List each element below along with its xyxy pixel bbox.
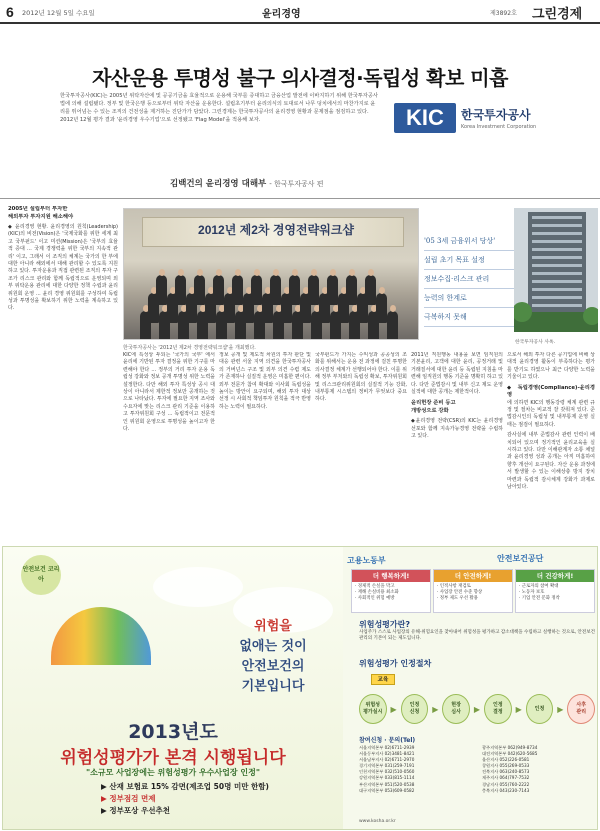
kic-logo-text (461, 106, 536, 130)
workshop-banner-text: 2012년 제2차 경영전략워크샵 (198, 223, 354, 237)
person-head (273, 269, 279, 276)
umbrella-icon (51, 607, 151, 665)
column-3-body: 정보 공개 및 제도적 차원의 투자 판단 및 대응 관련 서울 지역 의견을 한국투자공사의 거버넌스 구조 및 외부 의견 수렴 제도가 존재하나 실질적 운영은 미흡한 편이다. 외부 전문가 참여 확대와 이사회 독립성을 높이는 방안이 요구되며, 해외 투자 대상 선정 시 사회적 책임투자 원칙을 적극 반영하는 노력이 필요하다. (219, 352, 311, 410)
arrow-right-icon: ▶ (432, 704, 439, 714)
ad-benefit-list (101, 781, 269, 817)
page-number: 6 (6, 4, 14, 20)
flow-step-3: 현장 심사 (442, 694, 470, 724)
person-figure (289, 275, 300, 305)
contact-item: 서울남부지사 02)6711-2970 (359, 757, 415, 763)
column-1-subhead-1: 2005년 설립부터 투자한 (8, 206, 68, 212)
article-column-4 (315, 352, 407, 540)
person-figure (213, 275, 224, 305)
contact-item: 전북지사 063)240-8573 (482, 769, 530, 775)
contact-item: 충북지사 043)230-7143 (482, 787, 530, 793)
person-head (197, 269, 203, 276)
flow-step-2: 인정 신청 (401, 694, 429, 724)
ad-benefit-2: ▶ 정부점검 면제 (101, 794, 156, 803)
person-figure (270, 275, 281, 305)
ad-year: 2013년도 (128, 721, 218, 743)
kic-name-ko: 한국투자공사 (461, 108, 531, 122)
ad-box-safe (433, 569, 513, 613)
article-byline (170, 177, 324, 189)
ad-box-healthy-title: 더 건강하게! (516, 570, 594, 582)
person-figure (308, 275, 319, 305)
ad-box-safe-body: · 인적사항 재검토 · 사업장 안전 수준 향상 · 정부 제도 우선 활용 (437, 584, 483, 601)
ad-left-panel (3, 547, 343, 830)
section-divider (0, 198, 600, 199)
arrow-right-icon: ▶ (473, 704, 481, 714)
person-figure (387, 311, 398, 340)
ad-slogan-1: 위험을 (254, 619, 292, 634)
ad-box-happy-body: · 경제적 손실을 막고 · 재해 손실비용 최소화 · 사회적인 위험 예방 (355, 584, 399, 601)
person-head (379, 287, 385, 294)
person-head (159, 269, 165, 276)
pull-quote-line-4: 능력의 한계로 (424, 289, 514, 308)
ad-benefit-1: ▶ 산재 보험료 15% 감면(제조업 50명 미만 한함) (101, 782, 269, 791)
column-7-body: 감사실에 내부 준법감사 관련 인력이 배치되어 있으며 정기적인 윤리교육을 실시하고 있다. 다만 이해관계자 소통 채널과 윤리경영 성과 공개는 아직 미흡하여 향후 개선이 요구된다. 자산 운용 과정에서 발생할 수 있는 이해상충 방지 장치 마련과 독립적 감시체계 강화가 과제로 남아있다. (507, 432, 595, 491)
person-figure (156, 275, 167, 305)
section-title: 윤리경영 (262, 9, 301, 20)
ad-box-healthy-body: · 근로자의 참여 확대 · 노동자 보호 · 기업 안전 문화 정착 (519, 584, 560, 601)
article-column-2 (123, 352, 215, 540)
column-1-subhead-2: 해외투자 투자지원 해소해야 (8, 213, 74, 220)
contact-item: 울산지사 052)226-0581 (482, 757, 530, 763)
person-head (390, 305, 396, 312)
column-1-body: ◆ 윤리경영 현황. 윤리경영의 원칙(Leadership)(KIC)의 비전(Vision)은 '국제국화를 위한 세계 최고 국부펀드' 이고 미션(Mission)은 '국부의 효율적 증대 ... 국제 경쟁력을 위한 국부의 지속적 관리' 이고, 그래서 이 조직의 체계는 국가의 한 부에 대한 아니라 해외에서 대해 관리할 수 있도록 지원하고 있다. 투자운용과 직접 관련된 조직의 투자 구조가 리스크 관리와 함께 독립적으로 운영되며 외부 위탁운용 관리에 대한 다양한 정책 수립과 윤리 위원회 운영 ... 윤리 경영 위원회를 구성하여 독립성과 투명성을 확보하기 위한 노력을 계속하고 있다. (8, 224, 118, 312)
byline-name: 김백건의 윤리경영 대해부 (170, 179, 267, 189)
ad-footer-url: www.kosha.or.kr (359, 819, 396, 824)
kic-name-en: Korea Investment Corporation (461, 124, 537, 130)
column-6-body-2: 에 의하면 KIC의 행동강령 체계 관련 규정 및 절차는 비교적 잘 갖춰져 있다. 준법감시인의 독립성 및 내부통제 운영 실태는 점검이 필요하다. (507, 399, 595, 428)
ad-box-healthy (515, 569, 595, 613)
ad-box-happy (351, 569, 431, 613)
contact-item: 강원지역본부 033)815-1114 (359, 775, 415, 781)
safety-advertisement (2, 546, 598, 830)
flow-step-6: 사후 관리 (567, 694, 595, 724)
flow-education-badge: 교육 (371, 674, 395, 685)
person-head (254, 269, 260, 276)
ad-box-safe-title: 더 안전하게! (434, 570, 512, 582)
workshop-photo (123, 208, 419, 340)
contact-item: 부산지역본부 051)520-0538 (359, 781, 415, 787)
issue-number: 제3892호 (490, 10, 517, 17)
contact-item: 대전지역본부 042)620-5685 (482, 751, 538, 757)
agency-logo: 안전보건공단 (497, 554, 544, 563)
ad-main-title: 위험성평가가 본격 시행됩니다 (60, 748, 286, 768)
contact-item: 경남지사 055)760-2222 (482, 781, 530, 787)
contact-item: 제주지사 064)797-7532 (482, 775, 530, 781)
arrow-right-icon: ▶ (390, 704, 397, 714)
arrow-right-icon: ▶ (515, 704, 522, 714)
person-head (368, 269, 374, 276)
article-lead: 한국투자공사(KIC)는 2005년 위탁자산에 및 공공기금을 효율적으로 운용해 국부를 증대하고 금융산업 발전에 이바지하기 위해 한국투자공사법에 의해 설립됐다. 정부 및 한국은행 등으로부터 위탁 자산을 운용한다. 설립초기부터 윤리의식의 토대로서 나무 덩치에서의 마찬가지로 윤리를 뛰어넘는 수 있는 조직의 건전성을 제거하는 진단가가 담았다. 그린경제는 한국투자공사의 윤리경영 현황과 문제점을 점검하고 있다. 2012년 12월 평가 결과 '윤리경영 우수기업'으로 선정됐고 'Flag Model'을 적용해 보자. (60, 93, 378, 124)
building-illustration (514, 208, 598, 332)
ad-right-panel (347, 547, 598, 830)
ad-badge: 안전보건 코리아 (21, 555, 61, 595)
ministry-logo: 고용노동부 (347, 556, 386, 565)
person-figure (175, 275, 186, 305)
column-5-subhead-2: 개방성으로 강화 (411, 407, 449, 414)
person-head (235, 269, 241, 276)
contact-item: 서울지역본부 02)6711-2939 (359, 745, 415, 750)
person-figure (376, 293, 387, 323)
column-4-body: 국부펀드가 가지는 수익성과 공공성의 조화를 위해서는 운용 전 과정에 걸친 투명한 의사결정 체계가 선행되어야 한다. 이를 위해 정부 부처와의 독립성 확보, 투자위원회 및 리스크관리위원회의 실질적 기능 강화, 내부통제 시스템의 정비가 무엇보다 중요하다. (315, 352, 407, 403)
ad-box-happy-title: 더 행복하게! (352, 570, 430, 582)
column-5-body-2: ◆윤리경영 전략(CSR)의 KIC는 윤리경영 선포와 함께 지속가능경영 전략을 수립하고 있다. (411, 418, 503, 440)
ad-subtitle: "소규모 사업장에는 위험성평가 우수사업장 인정" (85, 768, 261, 777)
contact-item: 경기지역본부 031)259-7191 (359, 763, 415, 769)
article-column-6 (507, 352, 595, 540)
kic-logo (394, 103, 536, 133)
person-head (216, 269, 222, 276)
column-5-body: 2011년 직원행동 내용을 보면 임직원의 기본윤리, 고객에 대한 윤리, 공정거래 및 거래질서에 대한 윤리 등 독립된 지침을 마련해 임직원의 행동 기준을 명확히 하고 있다. 다만 준법감시 및 내부 신고 제도 운영 실적에 대한 공개는 제한적이다. (411, 352, 503, 396)
ad-benefit-3: ▶ 정부포상 우선추천 (101, 806, 170, 815)
ad-slogan-4: 기본입니다 (241, 679, 305, 694)
person-head (311, 269, 317, 276)
person-figure (365, 275, 376, 305)
person-head (330, 269, 336, 276)
column-2-body: KIC에 특성상 두되는 '국가의 국부' 에서 윤리에 기반된 투자 결정을 위한 기구를 마련해야 한다 ... 정부의 거리 투자 운용 독립성 강화와 정보 공개 투명성 위한 노력을 설정한다. 다만 해외 투자 특성상 공시 대상이 아니라서 제한적 정보만 공개하는 것으로 나타났다. 투자에 필요한 지역 조사와 수요자에 맞는 리스크 관리 기준을 이용하고 투자위원회 구성 ... 독립적이고 전문적인 위원회 운영으로 투명성을 높이고자 한다. (123, 352, 215, 433)
flow-steps (359, 689, 595, 729)
pull-quote-line-5: 극복하지 못해 (424, 308, 514, 327)
pull-quote (424, 232, 514, 327)
workshop-group (134, 261, 412, 339)
ad-slogan (208, 617, 338, 697)
article-headline: 자산운용 투명성 불구 의사결정·독립성 확보 미흡 (92, 66, 508, 90)
pull-quote-line-3: 정보수집·리스크 관리 (424, 270, 514, 289)
flow-title: 위험성평가 인정절차 (359, 659, 432, 668)
flow-step-4: 인정 결정 (484, 694, 512, 724)
person-figure (232, 275, 243, 305)
person-figure (346, 275, 357, 305)
column-6-subhead: ◆ 독립경영(Compliance)-윤리경영 (507, 384, 595, 399)
pull-quote-line-1: '05 3세 금융위서 당상' (424, 232, 514, 251)
contact-list (359, 745, 598, 794)
page-date: 2012년 12월 5일 수요일 (22, 9, 95, 17)
workshop-photo-caption: 한국투자공사는 '2012년 제2차 경영전략워크샵'을 개최했다. (123, 345, 256, 351)
article-column-5 (411, 352, 503, 540)
kic-logo-mark: KIC (394, 103, 456, 133)
article-column-3 (219, 352, 311, 540)
contact-item: 대구지역본부 053)609-0582 (359, 787, 415, 793)
person-figure (251, 275, 262, 305)
ad-slogan-2: 없애는 것이 (239, 639, 307, 654)
column-5-subhead-1: 윤리헌장 준비 등고 (411, 400, 456, 407)
ad-cloud-1 (153, 567, 243, 607)
contact-item: 광주지역본부 062)949-8734 (482, 745, 538, 750)
newspaper-brand: 그린경제 (532, 7, 583, 22)
article-column-1 (8, 206, 118, 540)
contact-item: 인천지역본부 032)510-0560 (359, 769, 415, 775)
building-photo (514, 208, 598, 332)
building-photo-caption: 한국투자공사 사옥. (515, 340, 556, 345)
contact-title: 참여신청 · 문의(Tel) (359, 737, 416, 744)
person-head (349, 269, 355, 276)
contact-item: 창원지사 055)269-0533 (482, 763, 530, 769)
arrow-right-icon: ▶ (557, 704, 564, 714)
person-figure (194, 275, 205, 305)
page-header (0, 0, 600, 24)
ad-slogan-3: 안전보건의 (241, 659, 305, 674)
risk-eval-title: 위험성평가란? (359, 620, 411, 629)
person-head (178, 269, 184, 276)
flow-step-5: 인정 (526, 694, 554, 724)
risk-eval-text: 사업주가 스스로 사업장의 유해·위험요인을 찾아내어 위험성을 평가하고 감소대책을 수립하고 실행하는 것으로, 안전보건 관리의 기본이 되는 제도입니다. (359, 630, 595, 642)
column-6-body: 으로서 해외 투자 다른 공기업에 비해 상대적 윤리경영 활동이 부족하다는 평가를 받기도 하였으나 최근 다양한 노력을 기울이고 있다. (507, 352, 595, 381)
person-head (292, 269, 298, 276)
flow-step-1: 위험성 평가실시 (359, 694, 387, 724)
byline-org: - 한국투자공사 편 (269, 180, 324, 188)
contact-item: 서울동부지사 02)3481-8421 (359, 751, 415, 757)
person-figure (327, 275, 338, 305)
pull-quote-line-2: 설립 초기 목표 설정 (424, 251, 514, 270)
